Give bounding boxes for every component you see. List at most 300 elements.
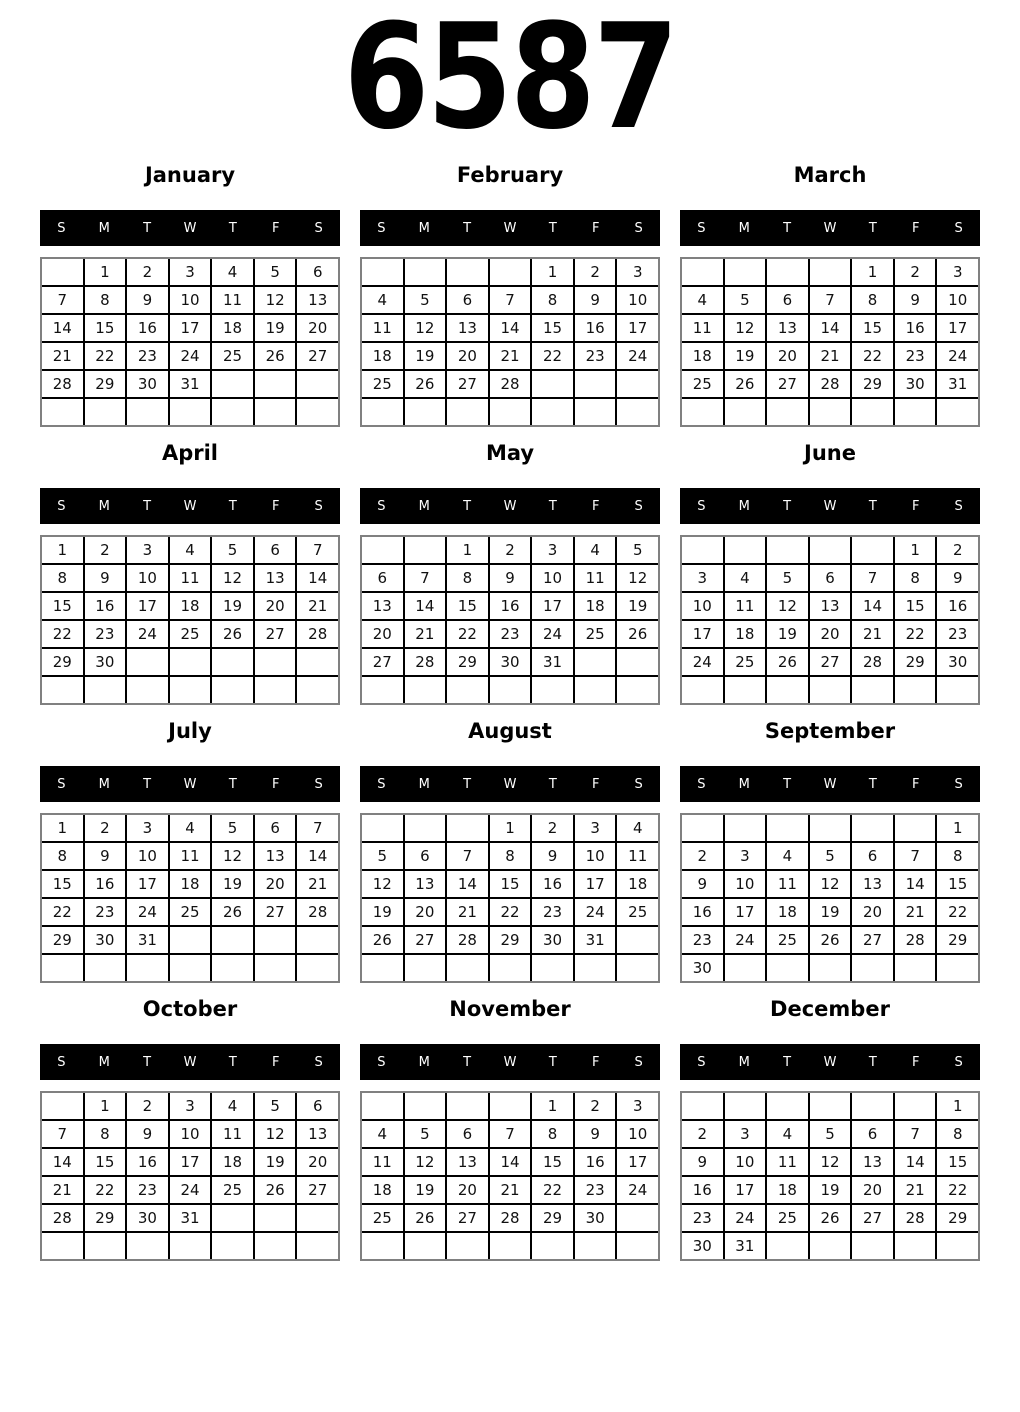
day-cell: 6 xyxy=(810,565,851,591)
empty-day-cell xyxy=(447,1093,488,1119)
day-cell: 23 xyxy=(682,927,723,953)
empty-day-cell xyxy=(575,677,616,703)
date-grid xyxy=(680,257,980,427)
day-cell: 7 xyxy=(895,843,936,869)
month-title: April xyxy=(161,441,219,465)
weekday-label: S xyxy=(377,1054,386,1070)
day-cell: 22 xyxy=(447,621,488,647)
day-cell: 9 xyxy=(532,843,573,869)
day-cell: 24 xyxy=(532,621,573,647)
day-cell: 16 xyxy=(127,1149,168,1175)
weekday-label: W xyxy=(183,220,197,236)
day-cell: 29 xyxy=(85,1205,126,1231)
day-cell: 16 xyxy=(532,871,573,897)
day-cell: 10 xyxy=(170,287,211,313)
day-cell: 26 xyxy=(405,1205,446,1231)
day-cell: 19 xyxy=(617,593,658,619)
empty-day-cell xyxy=(617,399,658,425)
month-title: December xyxy=(770,997,890,1021)
date-grid xyxy=(680,813,980,983)
day-cell: 26 xyxy=(617,621,658,647)
day-cell: 19 xyxy=(810,899,851,925)
day-cell: 28 xyxy=(810,371,851,397)
day-cell: 6 xyxy=(405,843,446,869)
empty-day-cell xyxy=(852,399,893,425)
empty-day-cell xyxy=(127,649,168,675)
empty-day-cell xyxy=(170,399,211,425)
empty-day-cell xyxy=(297,1205,338,1231)
day-cell: 29 xyxy=(42,649,83,675)
day-cell: 20 xyxy=(767,343,808,369)
empty-day-cell xyxy=(405,399,446,425)
day-cell: 27 xyxy=(852,1205,893,1231)
day-cell: 21 xyxy=(490,1177,531,1203)
weekday-label: T xyxy=(228,1054,237,1070)
day-cell: 30 xyxy=(532,927,573,953)
empty-day-cell xyxy=(405,537,446,563)
weekday-label: S xyxy=(697,776,706,792)
empty-day-cell xyxy=(767,1233,808,1259)
weekday-label: M xyxy=(98,498,110,514)
day-cell: 31 xyxy=(170,371,211,397)
day-cell: 27 xyxy=(810,649,851,675)
day-cell: 3 xyxy=(617,1093,658,1119)
day-cell: 22 xyxy=(852,343,893,369)
empty-day-cell xyxy=(297,649,338,675)
day-cell: 15 xyxy=(447,593,488,619)
day-cell: 27 xyxy=(447,1205,488,1231)
day-cell: 23 xyxy=(937,621,978,647)
weekday-label: W xyxy=(503,220,517,236)
day-cell: 23 xyxy=(682,1205,723,1231)
day-cell: 16 xyxy=(682,899,723,925)
day-cell: 13 xyxy=(447,315,488,341)
weekday-header xyxy=(360,766,660,802)
day-cell: 19 xyxy=(362,899,403,925)
day-cell: 29 xyxy=(937,1205,978,1231)
day-cell: 2 xyxy=(895,259,936,285)
day-cell: 25 xyxy=(212,343,253,369)
empty-day-cell xyxy=(362,815,403,841)
month-title: May xyxy=(485,441,535,465)
empty-day-cell xyxy=(490,1093,531,1119)
day-cell: 28 xyxy=(490,1205,531,1231)
day-cell: 3 xyxy=(127,815,168,841)
day-cell: 30 xyxy=(85,927,126,953)
empty-day-cell xyxy=(170,955,211,981)
day-cell: 30 xyxy=(937,649,978,675)
day-cell: 7 xyxy=(297,537,338,563)
day-cell: 27 xyxy=(852,927,893,953)
empty-day-cell xyxy=(937,955,978,981)
day-cell: 8 xyxy=(937,1121,978,1147)
day-cell: 5 xyxy=(362,843,403,869)
weekday-label: F xyxy=(591,498,600,514)
day-cell: 3 xyxy=(682,565,723,591)
empty-day-cell xyxy=(725,815,766,841)
empty-day-cell xyxy=(447,955,488,981)
weekday-label: M xyxy=(418,776,430,792)
date-grid xyxy=(40,535,340,705)
day-cell: 18 xyxy=(170,593,211,619)
weekday-label: M xyxy=(98,776,110,792)
weekday-label: S xyxy=(314,498,323,514)
month-block xyxy=(40,162,340,427)
empty-day-cell xyxy=(42,1233,83,1259)
empty-day-cell xyxy=(490,1233,531,1259)
empty-day-cell xyxy=(895,1093,936,1119)
day-cell: 29 xyxy=(85,371,126,397)
day-cell: 21 xyxy=(297,593,338,619)
day-cell: 11 xyxy=(170,565,211,591)
day-cell: 1 xyxy=(42,537,83,563)
day-cell: 9 xyxy=(575,1121,616,1147)
weekday-label: T xyxy=(143,1054,152,1070)
weekday-label: S xyxy=(697,498,706,514)
empty-day-cell xyxy=(405,1093,446,1119)
day-cell: 6 xyxy=(852,1121,893,1147)
day-cell: 5 xyxy=(405,1121,446,1147)
day-cell: 7 xyxy=(405,565,446,591)
day-cell: 20 xyxy=(405,899,446,925)
day-cell: 28 xyxy=(490,371,531,397)
day-cell: 14 xyxy=(852,593,893,619)
day-cell: 11 xyxy=(725,593,766,619)
weekday-header xyxy=(680,766,980,802)
day-cell: 3 xyxy=(170,259,211,285)
day-cell: 30 xyxy=(575,1205,616,1231)
day-cell: 3 xyxy=(127,537,168,563)
day-cell: 28 xyxy=(895,1205,936,1231)
weekday-label: T xyxy=(548,220,557,236)
empty-day-cell xyxy=(767,399,808,425)
empty-day-cell xyxy=(212,677,253,703)
month-block xyxy=(360,718,660,983)
day-cell: 8 xyxy=(532,1121,573,1147)
weekday-label: T xyxy=(783,776,792,792)
empty-day-cell xyxy=(85,677,126,703)
day-cell: 20 xyxy=(447,1177,488,1203)
empty-day-cell xyxy=(447,259,488,285)
empty-day-cell xyxy=(212,927,253,953)
empty-day-cell xyxy=(767,1093,808,1119)
day-cell: 12 xyxy=(617,565,658,591)
day-cell: 4 xyxy=(362,1121,403,1147)
day-cell: 16 xyxy=(490,593,531,619)
day-cell: 2 xyxy=(490,537,531,563)
weekday-label: T xyxy=(548,498,557,514)
day-cell: 11 xyxy=(170,843,211,869)
day-cell: 11 xyxy=(362,1149,403,1175)
day-cell: 26 xyxy=(212,621,253,647)
empty-day-cell xyxy=(255,677,296,703)
empty-day-cell xyxy=(575,399,616,425)
day-cell: 24 xyxy=(725,1205,766,1231)
empty-day-cell xyxy=(490,677,531,703)
day-cell: 9 xyxy=(85,843,126,869)
day-cell: 21 xyxy=(297,871,338,897)
empty-day-cell xyxy=(810,1093,851,1119)
weekday-header xyxy=(40,1044,340,1080)
day-cell: 4 xyxy=(725,565,766,591)
empty-day-cell xyxy=(810,537,851,563)
day-cell: 25 xyxy=(212,1177,253,1203)
day-cell: 27 xyxy=(255,899,296,925)
empty-day-cell xyxy=(255,955,296,981)
day-cell: 22 xyxy=(532,1177,573,1203)
weekday-label: W xyxy=(503,498,517,514)
day-cell: 7 xyxy=(42,1121,83,1147)
day-cell: 12 xyxy=(405,1149,446,1175)
month-block xyxy=(360,162,660,427)
day-cell: 17 xyxy=(532,593,573,619)
day-cell: 17 xyxy=(127,871,168,897)
day-cell: 25 xyxy=(767,1205,808,1231)
day-cell: 23 xyxy=(575,343,616,369)
empty-day-cell xyxy=(810,1233,851,1259)
day-cell: 7 xyxy=(852,565,893,591)
day-cell: 19 xyxy=(405,1177,446,1203)
day-cell: 14 xyxy=(297,843,338,869)
empty-day-cell xyxy=(895,399,936,425)
day-cell: 14 xyxy=(297,565,338,591)
empty-day-cell xyxy=(682,1093,723,1119)
empty-day-cell xyxy=(297,371,338,397)
day-cell: 17 xyxy=(170,1149,211,1175)
empty-day-cell xyxy=(810,677,851,703)
empty-day-cell xyxy=(297,1233,338,1259)
day-cell: 27 xyxy=(297,343,338,369)
weekday-label: S xyxy=(954,776,963,792)
empty-day-cell xyxy=(725,399,766,425)
empty-day-cell xyxy=(127,677,168,703)
weekday-label: F xyxy=(271,498,280,514)
day-cell: 31 xyxy=(170,1205,211,1231)
empty-day-cell xyxy=(810,399,851,425)
empty-day-cell xyxy=(617,1233,658,1259)
empty-day-cell xyxy=(127,1233,168,1259)
day-cell: 6 xyxy=(362,565,403,591)
day-cell: 14 xyxy=(810,315,851,341)
day-cell: 28 xyxy=(297,621,338,647)
day-cell: 20 xyxy=(852,1177,893,1203)
day-cell: 11 xyxy=(212,287,253,313)
day-cell: 28 xyxy=(852,649,893,675)
weekday-label: M xyxy=(738,498,750,514)
weekday-label: T xyxy=(463,498,472,514)
day-cell: 26 xyxy=(212,899,253,925)
day-cell: 23 xyxy=(85,899,126,925)
day-cell: 27 xyxy=(405,927,446,953)
empty-day-cell xyxy=(447,815,488,841)
day-cell: 15 xyxy=(895,593,936,619)
empty-day-cell xyxy=(297,927,338,953)
day-cell: 9 xyxy=(937,565,978,591)
weekday-label: S xyxy=(377,776,386,792)
day-cell: 12 xyxy=(212,843,253,869)
day-cell: 31 xyxy=(725,1233,766,1259)
day-cell: 14 xyxy=(42,1149,83,1175)
empty-day-cell xyxy=(362,537,403,563)
day-cell: 18 xyxy=(575,593,616,619)
weekday-label: T xyxy=(228,498,237,514)
day-cell: 22 xyxy=(42,899,83,925)
day-cell: 12 xyxy=(405,315,446,341)
day-cell: 7 xyxy=(490,287,531,313)
weekday-header xyxy=(360,210,660,246)
weekday-label: T xyxy=(783,498,792,514)
empty-day-cell xyxy=(490,259,531,285)
day-cell: 6 xyxy=(297,259,338,285)
day-cell: 2 xyxy=(682,843,723,869)
weekday-label: S xyxy=(697,220,706,236)
day-cell: 30 xyxy=(85,649,126,675)
day-cell: 28 xyxy=(297,899,338,925)
day-cell: 29 xyxy=(447,649,488,675)
empty-day-cell xyxy=(575,1233,616,1259)
weekday-label: F xyxy=(911,776,920,792)
empty-day-cell xyxy=(617,677,658,703)
day-cell: 9 xyxy=(895,287,936,313)
day-cell: 28 xyxy=(895,927,936,953)
weekday-label: S xyxy=(57,498,66,514)
day-cell: 5 xyxy=(255,259,296,285)
day-cell: 15 xyxy=(85,315,126,341)
weekday-label: W xyxy=(503,776,517,792)
day-cell: 31 xyxy=(532,649,573,675)
weekday-header xyxy=(40,488,340,524)
weekday-label: T xyxy=(868,1054,877,1070)
month-block xyxy=(360,440,660,705)
day-cell: 24 xyxy=(170,1177,211,1203)
day-cell: 15 xyxy=(532,315,573,341)
empty-day-cell xyxy=(42,677,83,703)
day-cell: 18 xyxy=(767,899,808,925)
empty-day-cell xyxy=(575,649,616,675)
weekday-label: S xyxy=(634,1054,643,1070)
day-cell: 16 xyxy=(937,593,978,619)
day-cell: 24 xyxy=(682,649,723,675)
empty-day-cell xyxy=(297,677,338,703)
day-cell: 1 xyxy=(532,1093,573,1119)
date-grid xyxy=(680,1091,980,1261)
weekday-label: F xyxy=(271,1054,280,1070)
day-cell: 8 xyxy=(85,287,126,313)
empty-day-cell xyxy=(682,815,723,841)
weekday-header xyxy=(360,1044,660,1080)
day-cell: 26 xyxy=(810,927,851,953)
day-cell: 20 xyxy=(297,315,338,341)
day-cell: 8 xyxy=(852,287,893,313)
day-cell: 18 xyxy=(362,1177,403,1203)
day-cell: 10 xyxy=(170,1121,211,1147)
day-cell: 13 xyxy=(362,593,403,619)
day-cell: 11 xyxy=(212,1121,253,1147)
weekday-label: T xyxy=(143,220,152,236)
day-cell: 19 xyxy=(767,621,808,647)
day-cell: 10 xyxy=(617,287,658,313)
month-title: February xyxy=(456,163,564,187)
day-cell: 18 xyxy=(682,343,723,369)
day-cell: 3 xyxy=(575,815,616,841)
month-block xyxy=(40,718,340,983)
empty-day-cell xyxy=(767,955,808,981)
day-cell: 16 xyxy=(85,593,126,619)
empty-day-cell xyxy=(255,927,296,953)
day-cell: 23 xyxy=(490,621,531,647)
day-cell: 2 xyxy=(682,1121,723,1147)
empty-day-cell xyxy=(937,399,978,425)
day-cell: 14 xyxy=(405,593,446,619)
empty-day-cell xyxy=(617,371,658,397)
day-cell: 22 xyxy=(42,621,83,647)
day-cell: 5 xyxy=(725,287,766,313)
weekday-label: T xyxy=(868,220,877,236)
day-cell: 13 xyxy=(255,565,296,591)
day-cell: 22 xyxy=(895,621,936,647)
day-cell: 31 xyxy=(127,927,168,953)
day-cell: 28 xyxy=(447,927,488,953)
day-cell: 15 xyxy=(937,1149,978,1175)
weekday-label: S xyxy=(954,498,963,514)
day-cell: 1 xyxy=(490,815,531,841)
day-cell: 24 xyxy=(725,927,766,953)
day-cell: 14 xyxy=(895,1149,936,1175)
empty-day-cell xyxy=(362,677,403,703)
day-cell: 19 xyxy=(212,871,253,897)
empty-day-cell xyxy=(362,1093,403,1119)
day-cell: 15 xyxy=(42,871,83,897)
day-cell: 10 xyxy=(575,843,616,869)
day-cell: 21 xyxy=(490,343,531,369)
day-cell: 18 xyxy=(725,621,766,647)
month-title: August xyxy=(468,719,552,743)
day-cell: 14 xyxy=(490,315,531,341)
month-block xyxy=(40,996,340,1261)
empty-day-cell xyxy=(810,259,851,285)
empty-day-cell xyxy=(42,259,83,285)
weekday-header xyxy=(680,488,980,524)
day-cell: 28 xyxy=(42,371,83,397)
empty-day-cell xyxy=(895,677,936,703)
day-cell: 30 xyxy=(127,371,168,397)
day-cell: 4 xyxy=(682,287,723,313)
empty-day-cell xyxy=(447,677,488,703)
day-cell: 21 xyxy=(852,621,893,647)
weekday-label: S xyxy=(377,220,386,236)
day-cell: 2 xyxy=(127,1093,168,1119)
day-cell: 20 xyxy=(447,343,488,369)
day-cell: 19 xyxy=(212,593,253,619)
empty-day-cell xyxy=(767,537,808,563)
day-cell: 29 xyxy=(490,927,531,953)
weekday-label: M xyxy=(738,1054,750,1070)
day-cell: 5 xyxy=(810,1121,851,1147)
empty-day-cell xyxy=(405,955,446,981)
empty-day-cell xyxy=(895,1233,936,1259)
empty-day-cell xyxy=(725,537,766,563)
weekday-label: T xyxy=(868,776,877,792)
weekday-label: F xyxy=(911,1054,920,1070)
day-cell: 12 xyxy=(725,315,766,341)
day-cell: 4 xyxy=(362,287,403,313)
day-cell: 11 xyxy=(362,315,403,341)
day-cell: 3 xyxy=(937,259,978,285)
month-block xyxy=(680,162,980,427)
empty-day-cell xyxy=(725,259,766,285)
empty-day-cell xyxy=(362,259,403,285)
empty-day-cell xyxy=(255,649,296,675)
